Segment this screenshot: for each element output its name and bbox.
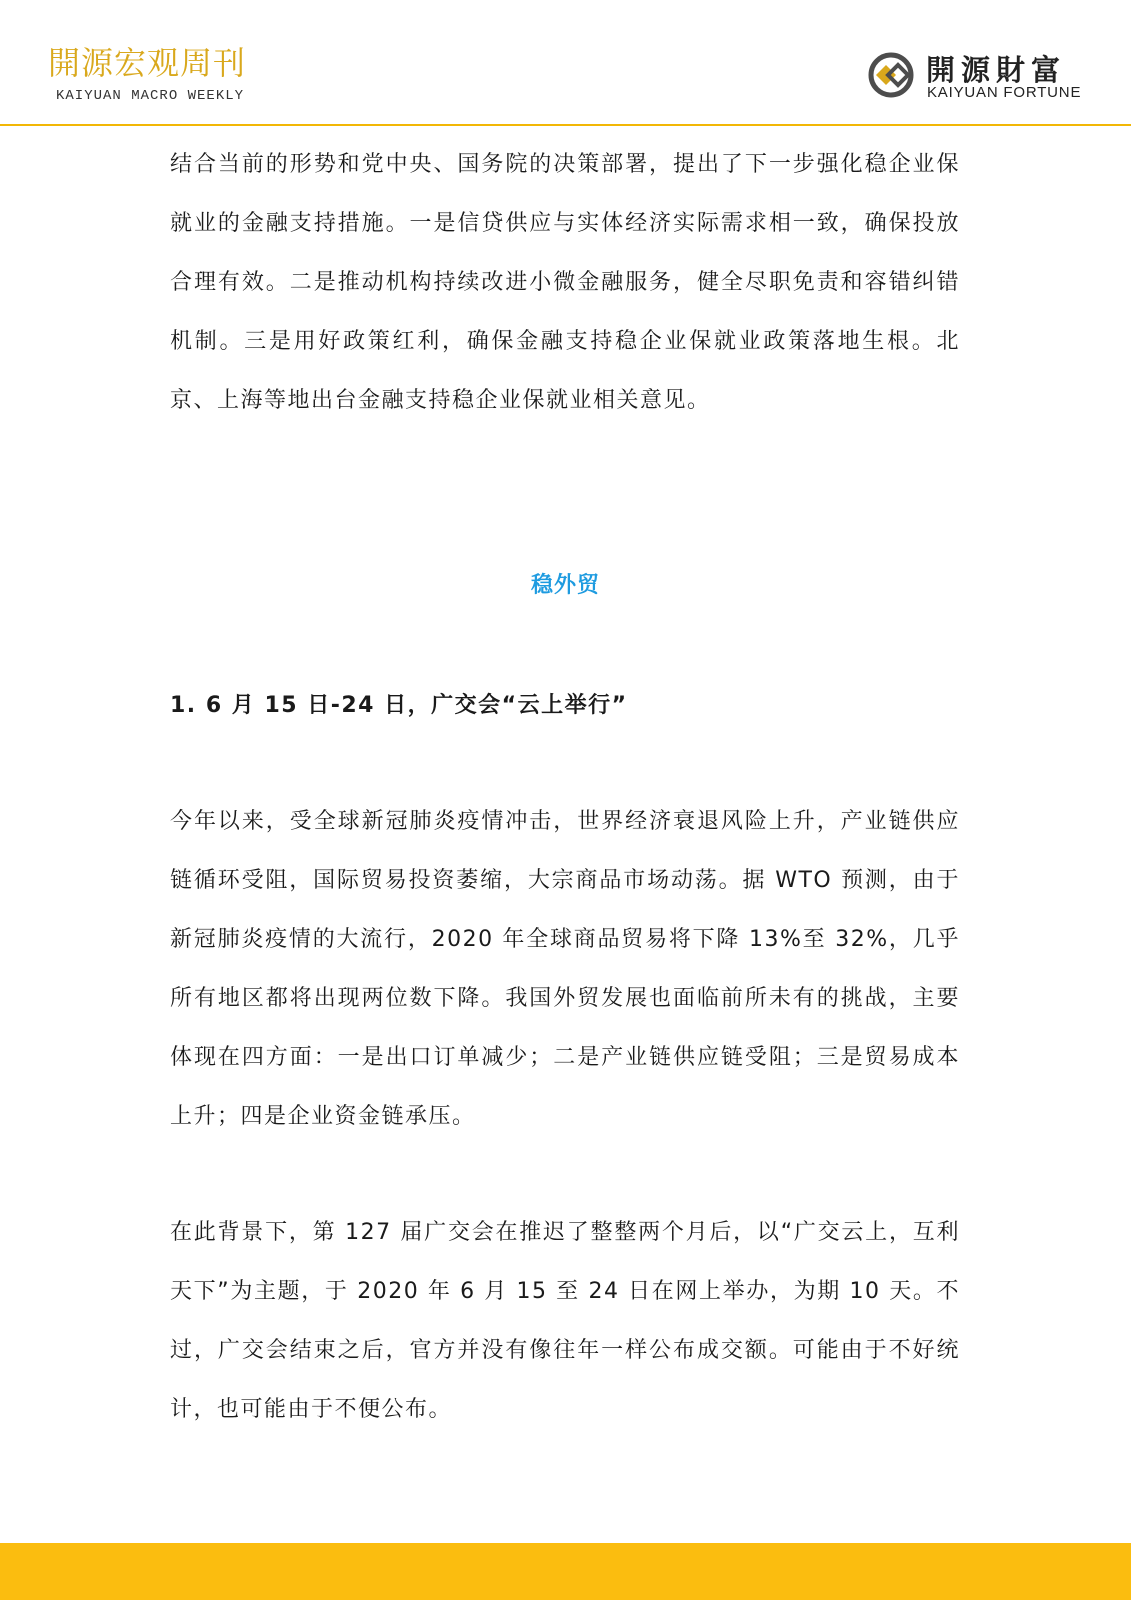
kaiyuan-logo-icon <box>866 50 916 100</box>
intro-paragraph: 结合当前的形势和党中央、国务院的决策部署，提出了下一步强化稳企业保就业的金融支持措施。一是信贷供应与实体经济实际需求相一致，确保投放合理有效。二是推动机构持续改进小微金融服务，健全尽职免责和容错纠错机制。三是用好政策红利，确保金融支持稳企业保就业政策落地生根。北京、上海等地出台金融支持稳企业保就业相关意见。 <box>170 152 960 413</box>
page-header <box>0 0 1131 126</box>
footer-bar <box>0 1543 1131 1600</box>
brand-title: 開源宏观周刊 <box>48 44 247 82</box>
section-title: 稳外贸 <box>530 573 600 598</box>
company-logo <box>866 48 1106 108</box>
logo-english-name: KAIYUAN FORTUNE <box>927 84 1082 101</box>
sub-heading: 1. 6 月 15 日-24 日，广交会“云上举行” <box>170 693 628 718</box>
body-paragraph-2: 在此背景下，第 127 届广交会在推迟了整整两个月后，以“广交云上，互利天下”为主题，于 2020 年 6 月 15 至 24 日在网上举办，为期 10 天。不过，广交会结束之后，官方并没有像往年一样公布成交额。可能由于不好统计，也可能由于不便公布。 <box>170 1220 960 1422</box>
paragraph-1-block <box>170 792 960 1146</box>
logo-chinese-name: 開源財富 <box>926 53 1067 87</box>
paragraph-2-block <box>170 1203 960 1439</box>
header-divider <box>0 124 1131 126</box>
body-paragraph-1: 今年以来，受全球新冠肺炎疫情冲击，世界经济衰退风险上升，产业链供应链循环受阻，国际贸易投资萎缩，大宗商品市场动荡。据 WTO 预测，由于新冠肺炎疫情的大流行，2020 年全球商品贸易将下降 13%至 32%，几乎所有地区都将出现两位数下降。我国外贸发展也面临前所未有的挑战，主要体现在四方面：一是出口订单减少；二是产业链供应链受阻；三是贸易成本上升；四是企业资金链承压。 <box>170 809 960 1129</box>
intro-paragraph-block <box>170 135 960 430</box>
brand-subtitle: KAIYUAN MACRO WEEKLY <box>56 88 245 104</box>
